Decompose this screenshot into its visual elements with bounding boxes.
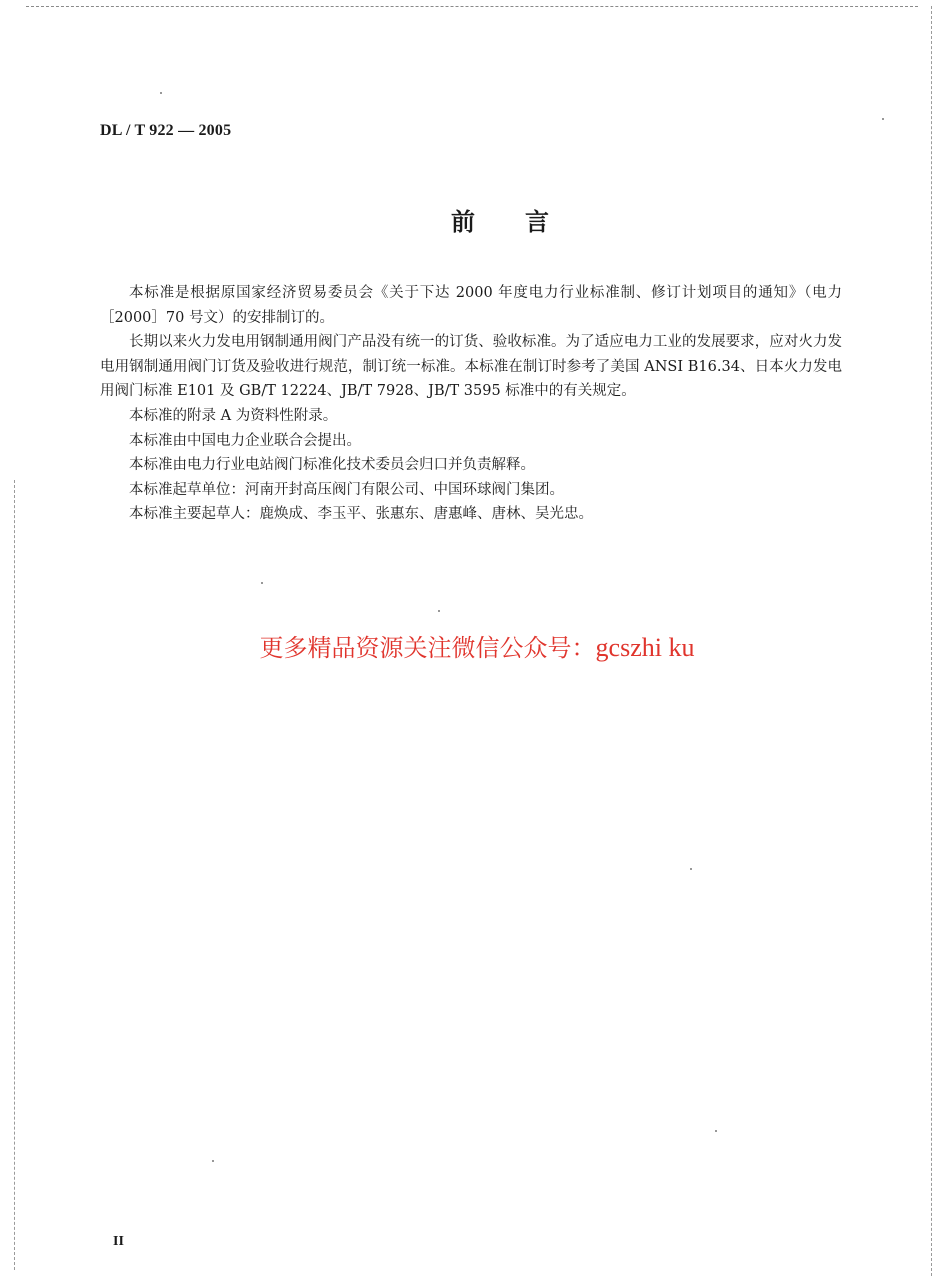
- paragraph: 本标准由中国电力企业联合会提出。: [129, 432, 361, 449]
- scan-left-edge: [14, 480, 15, 1270]
- paragraph: 本标准主要起草人：鹿焕成、李玉平、张惠东、唐惠峰、唐林、吴光忠。: [129, 506, 593, 523]
- scan-speck: [690, 868, 692, 870]
- page-title: 前言: [451, 208, 599, 236]
- paragraph: 本标准由电力行业电站阀门标准化技术委员会归口并负责解释。: [129, 457, 535, 474]
- scan-speck: [715, 1130, 717, 1132]
- promo-handle: gcszhi ku: [595, 633, 695, 662]
- scan-speck: [212, 1160, 214, 1162]
- scan-speck: [882, 118, 884, 120]
- paragraph: 本标准的附录 A 为资料性附录。: [129, 407, 338, 424]
- scan-top-border: [26, 6, 918, 7]
- paragraph: 长期以来火力发电用钢制通用阀门产品没有统一的订货、验收标准。为了适应电力工业的发展要求，应对火力发电用钢制通用阀门订货及验收进行规范，制订统一标准。本标准在制订时参考了美国 ANSI B16.34、日本火力发电用阀门标准 E101 及 GB/T 12224、JB/T 7928、JB/T 3595 标准中的有关规定。: [100, 334, 842, 400]
- promo-text: 更多精品资源关注微信公众号：: [259, 634, 596, 662]
- foreword-body: [100, 281, 842, 527]
- scan-speck: [438, 610, 440, 612]
- page-number: II: [113, 1234, 124, 1249]
- paragraph: 本标准起草单位：河南开封高压阀门有限公司、中国环球阀门集团。: [129, 481, 564, 498]
- standard-code: DL / T 922 — 2005: [100, 122, 232, 139]
- paragraph: 本标准是根据原国家经济贸易委员会《关于下达 2000 年度电力行业标准制、修订计划项目的通知》（电力［2000］70 号文）的安排制订的。: [100, 285, 842, 326]
- scan-speck: [261, 582, 263, 584]
- scan-speck: [160, 92, 162, 94]
- promo-watermark: [0, 628, 950, 663]
